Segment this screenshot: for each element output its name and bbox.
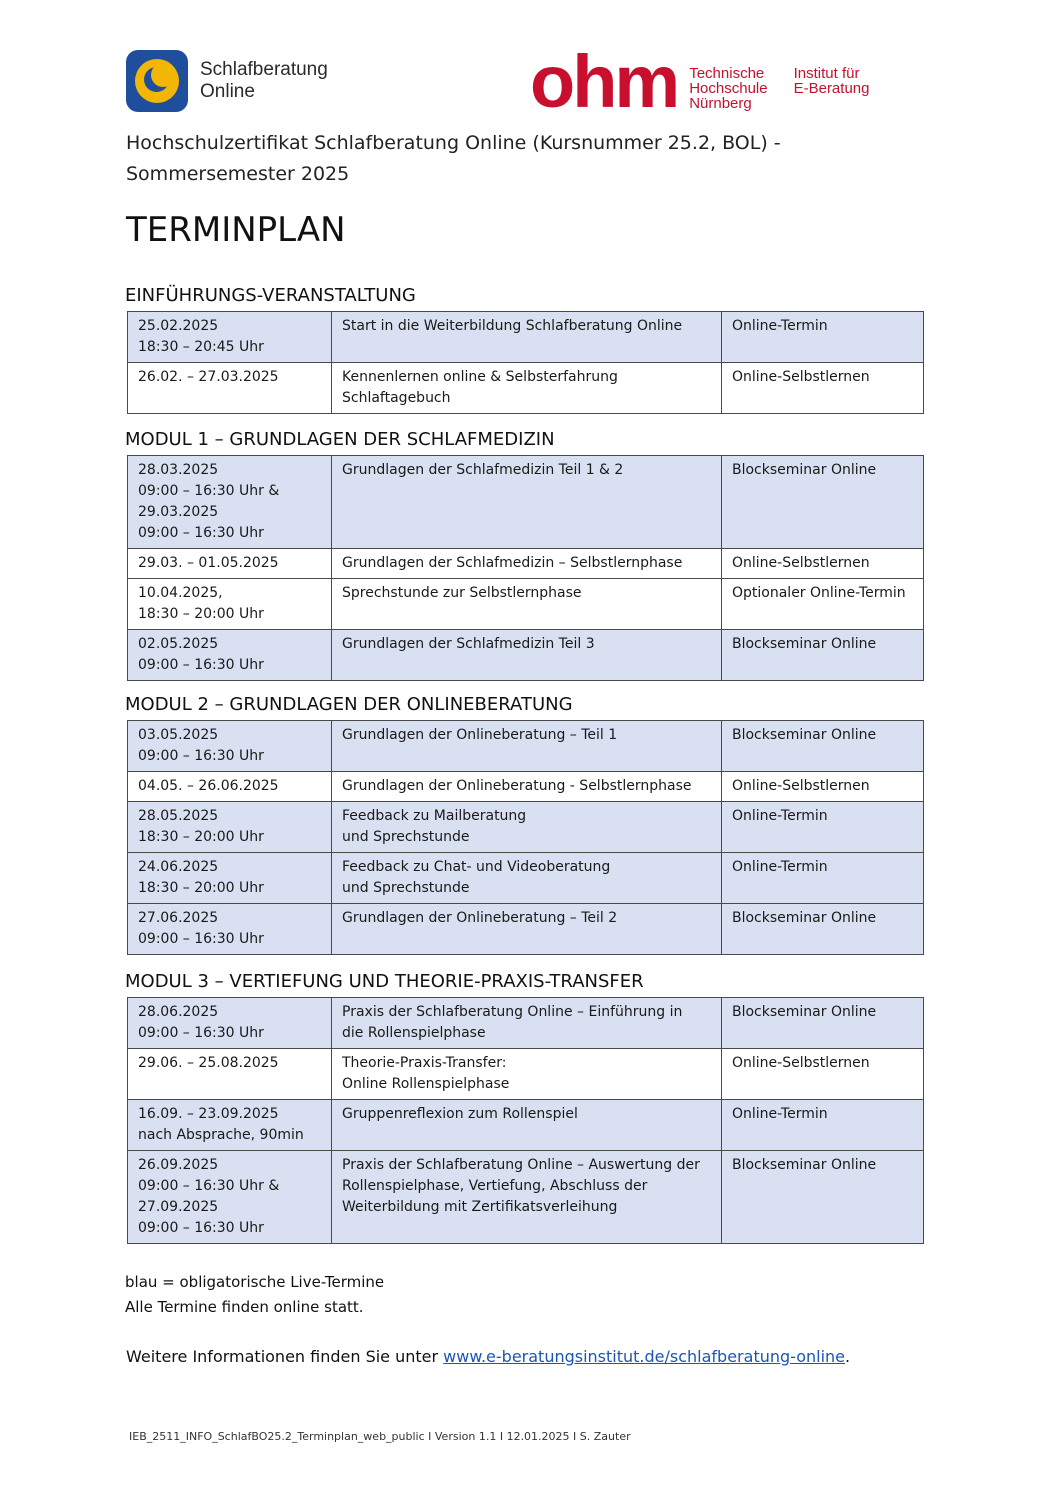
schedule-table-einfuehrung xyxy=(127,311,924,414)
date-cell: 28.03.2025 09:00 – 16:30 Uhr & 29.03.2025 09:00 – 16:30 Uhr xyxy=(128,456,332,549)
topic-cell: Grundlagen der Schlafmedizin Teil 1 & 2 xyxy=(332,456,722,549)
format-cell: Blockseminar Online xyxy=(722,630,924,681)
date-cell: 28.06.2025 09:00 – 16:30 Uhr xyxy=(128,998,332,1049)
topic-cell: Praxis der Schlafberatung Online – Einführung in die Rollenspielphase xyxy=(332,998,722,1049)
date-cell: 25.02.2025 18:30 – 20:45 Uhr xyxy=(128,312,332,363)
document-header: Hochschulzertifikat Schlafberatung Online (Kursnummer 25.2, BOL) - Sommersemester 2025 xyxy=(126,132,781,185)
topic-cell: Praxis der Schlafberatung Online – Auswertung der Rollenspielphase, Vertiefung, Abschluss der Weiterbildung mit Zertifikatsverleihung xyxy=(332,1151,722,1244)
date-cell: 24.06.2025 18:30 – 20:00 Uhr xyxy=(128,853,332,904)
topic-cell: Theorie-Praxis-Transfer: Online Rollenspielphase xyxy=(332,1049,722,1100)
topic-cell: Gruppenreflexion zum Rollenspiel xyxy=(332,1100,722,1151)
table-row xyxy=(128,549,924,579)
section-title-einfuehrung: EINFÜHRUNGS-VERANSTALTUNG xyxy=(125,285,416,306)
topic-cell: Grundlagen der Schlafmedizin – Selbstlernphase xyxy=(332,549,722,579)
format-cell: Online-Termin xyxy=(722,312,924,363)
table-row xyxy=(128,721,924,772)
date-cell: 28.05.2025 18:30 – 20:00 Uhr xyxy=(128,802,332,853)
legend xyxy=(125,1270,384,1320)
table-row xyxy=(128,1151,924,1244)
ohm-wordmark: ohm xyxy=(530,40,678,123)
legend-online-note: Alle Termine finden online statt. xyxy=(125,1298,364,1316)
table-row xyxy=(128,802,924,853)
date-cell: 29.06. – 25.08.2025 xyxy=(128,1049,332,1100)
table-row xyxy=(128,312,924,363)
topic-cell: Grundlagen der Onlineberatung - Selbstlernphase xyxy=(332,772,722,802)
date-cell: 10.04.2025, 18:30 – 20:00 Uhr xyxy=(128,579,332,630)
date-cell: 03.05.2025 09:00 – 16:30 Uhr xyxy=(128,721,332,772)
thn-text: Technische Hochschule Nürnberg xyxy=(689,65,768,112)
legend-live-note: blau = obligatorische Live-Termine xyxy=(125,1273,385,1291)
table-row xyxy=(128,998,924,1049)
schedule-table-modul-3 xyxy=(127,997,924,1244)
more-info-link[interactable]: www.e-beratungsinstitut.de/schlafberatung-online xyxy=(443,1347,846,1366)
more-info: Weitere Informationen finden Sie unter www.e-beratungsinstitut.de/schlafberatung-online. xyxy=(126,1347,851,1366)
topic-cell: Grundlagen der Schlafmedizin Teil 3 xyxy=(332,630,722,681)
page-title: TERMINPLAN xyxy=(126,210,346,250)
topic-cell: Grundlagen der Onlineberatung – Teil 1 xyxy=(332,721,722,772)
topic-cell: Feedback zu Mailberatung und Sprechstunde xyxy=(332,802,722,853)
section-title-modul-1: MODUL 1 – GRUNDLAGEN DER SCHLAFMEDIZIN xyxy=(125,429,555,450)
schlafberatung-online-logo xyxy=(126,50,328,112)
ieb-text: Institut für E-Beratung xyxy=(793,65,870,97)
topic-cell: Sprechstunde zur Selbstlernphase xyxy=(332,579,722,630)
format-cell: Blockseminar Online xyxy=(722,998,924,1049)
table-row xyxy=(128,904,924,955)
format-cell: Blockseminar Online xyxy=(722,1151,924,1244)
schedule-table-modul-2 xyxy=(127,720,924,955)
logo-left-text: Schlafberatung Online xyxy=(200,59,328,102)
date-cell: 29.03. – 01.05.2025 xyxy=(128,549,332,579)
table-row xyxy=(128,1049,924,1100)
topic-cell: Kennenlernen online & Selbsterfahrung Schlaftagebuch xyxy=(332,363,722,414)
date-cell: 02.05.2025 09:00 – 16:30 Uhr xyxy=(128,630,332,681)
format-cell: Online-Termin xyxy=(722,802,924,853)
table-row xyxy=(128,1100,924,1151)
table-row xyxy=(128,579,924,630)
ohm-logo xyxy=(530,40,870,123)
schedule-table-modul-1 xyxy=(127,455,924,681)
format-cell: Blockseminar Online xyxy=(722,904,924,955)
footer: IEB_2511_INFO_SchlafBO25.2_Terminplan_web_public I Version 1.1 I 12.01.2025 I S. Zauter xyxy=(129,1430,631,1443)
format-cell: Online-Selbstlernen xyxy=(722,549,924,579)
date-cell: 26.09.2025 09:00 – 16:30 Uhr & 27.09.2025 09:00 – 16:30 Uhr xyxy=(128,1151,332,1244)
table-row xyxy=(128,772,924,802)
date-cell: 04.05. – 26.06.2025 xyxy=(128,772,332,802)
format-cell: Blockseminar Online xyxy=(722,456,924,549)
table-row xyxy=(128,853,924,904)
format-cell: Online-Selbstlernen xyxy=(722,1049,924,1100)
format-cell: Online-Termin xyxy=(722,853,924,904)
format-cell: Online-Selbstlernen xyxy=(722,772,924,802)
moon-chat-icon xyxy=(126,50,188,112)
date-cell: 27.06.2025 09:00 – 16:30 Uhr xyxy=(128,904,332,955)
topic-cell: Grundlagen der Onlineberatung – Teil 2 xyxy=(332,904,722,955)
table-row xyxy=(128,456,924,549)
date-cell: 16.09. – 23.09.2025 nach Absprache, 90min xyxy=(128,1100,332,1151)
table-row xyxy=(128,630,924,681)
section-title-modul-2: MODUL 2 – GRUNDLAGEN DER ONLINEBERATUNG xyxy=(125,694,573,715)
format-cell: Blockseminar Online xyxy=(722,721,924,772)
topic-cell: Start in die Weiterbildung Schlafberatung Online xyxy=(332,312,722,363)
format-cell: Online-Termin xyxy=(722,1100,924,1151)
format-cell: Online-Selbstlernen xyxy=(722,363,924,414)
section-title-modul-3: MODUL 3 – VERTIEFUNG UND THEORIE-PRAXIS-TRANSFER xyxy=(125,971,644,992)
date-cell: 26.02. – 27.03.2025 xyxy=(128,363,332,414)
topic-cell: Feedback zu Chat- und Videoberatung und Sprechstunde xyxy=(332,853,722,904)
format-cell: Optionaler Online-Termin xyxy=(722,579,924,630)
table-row xyxy=(128,363,924,414)
